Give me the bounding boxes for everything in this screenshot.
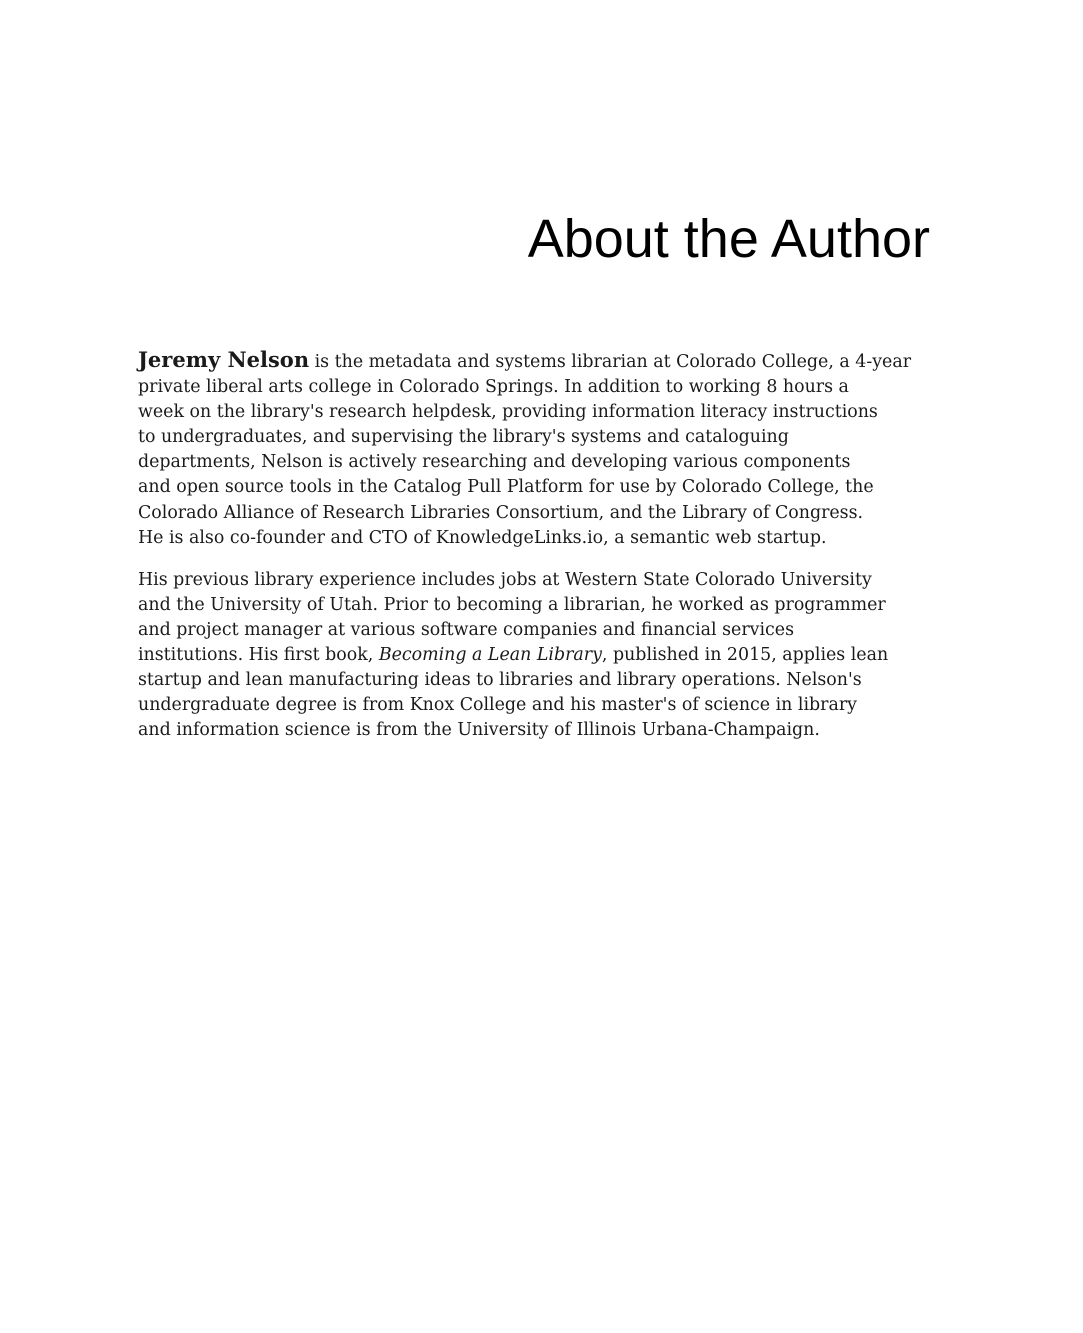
author-name: Jeremy Nelson [138, 347, 310, 372]
text-line: startup and lean manufacturing ideas to libraries and library operations. Nelson's [138, 670, 862, 691]
text-line: week on the library's research helpdesk, providing information literacy instructions [138, 402, 878, 423]
book-title: Becoming a Lean Library [378, 645, 602, 666]
text-line: He is also co-founder and CTO of KnowledgeLinks.io, a semantic web startup. [138, 527, 827, 548]
text-line: and information science is from the University of Illinois Urbana-Champaign. [138, 720, 820, 741]
bio-paragraph-2 [138, 568, 938, 744]
text-line: undergraduate degree is from Knox College and his master's of science in library [138, 695, 857, 716]
text-line: private liberal arts college in Colorado Springs. In addition to working 8 hours a [138, 377, 849, 398]
bio-paragraph-1 [138, 347, 938, 551]
text-line: and the University of Utah. Prior to becoming a librarian, he worked as programmer [138, 594, 886, 615]
text-line: and project manager at various software companies and financial services [138, 619, 794, 640]
page-title: About the Author [527, 209, 930, 269]
text-span: , published in 2015, applies lean [601, 645, 889, 666]
text-span: is the metadata and systems librarian at Colorado College, a 4-year [309, 352, 912, 372]
text-span: institutions. His first book, [138, 645, 379, 666]
author-bio [138, 347, 938, 760]
text-line: departments, Nelson is actively researching and developing various components [138, 452, 851, 473]
text-line: to undergraduates, and supervising the library's systems and cataloguing [138, 427, 789, 448]
text-line: His previous library experience includes jobs at Western State Colorado University [138, 569, 872, 590]
text-line [138, 643, 938, 668]
text-line: and open source tools in the Catalog Pull Platform for use by Colorado College, the [138, 477, 874, 498]
text-line [138, 347, 938, 375]
text-line: Colorado Alliance of Research Libraries Consortium, and the Library of Congress. [138, 502, 864, 523]
